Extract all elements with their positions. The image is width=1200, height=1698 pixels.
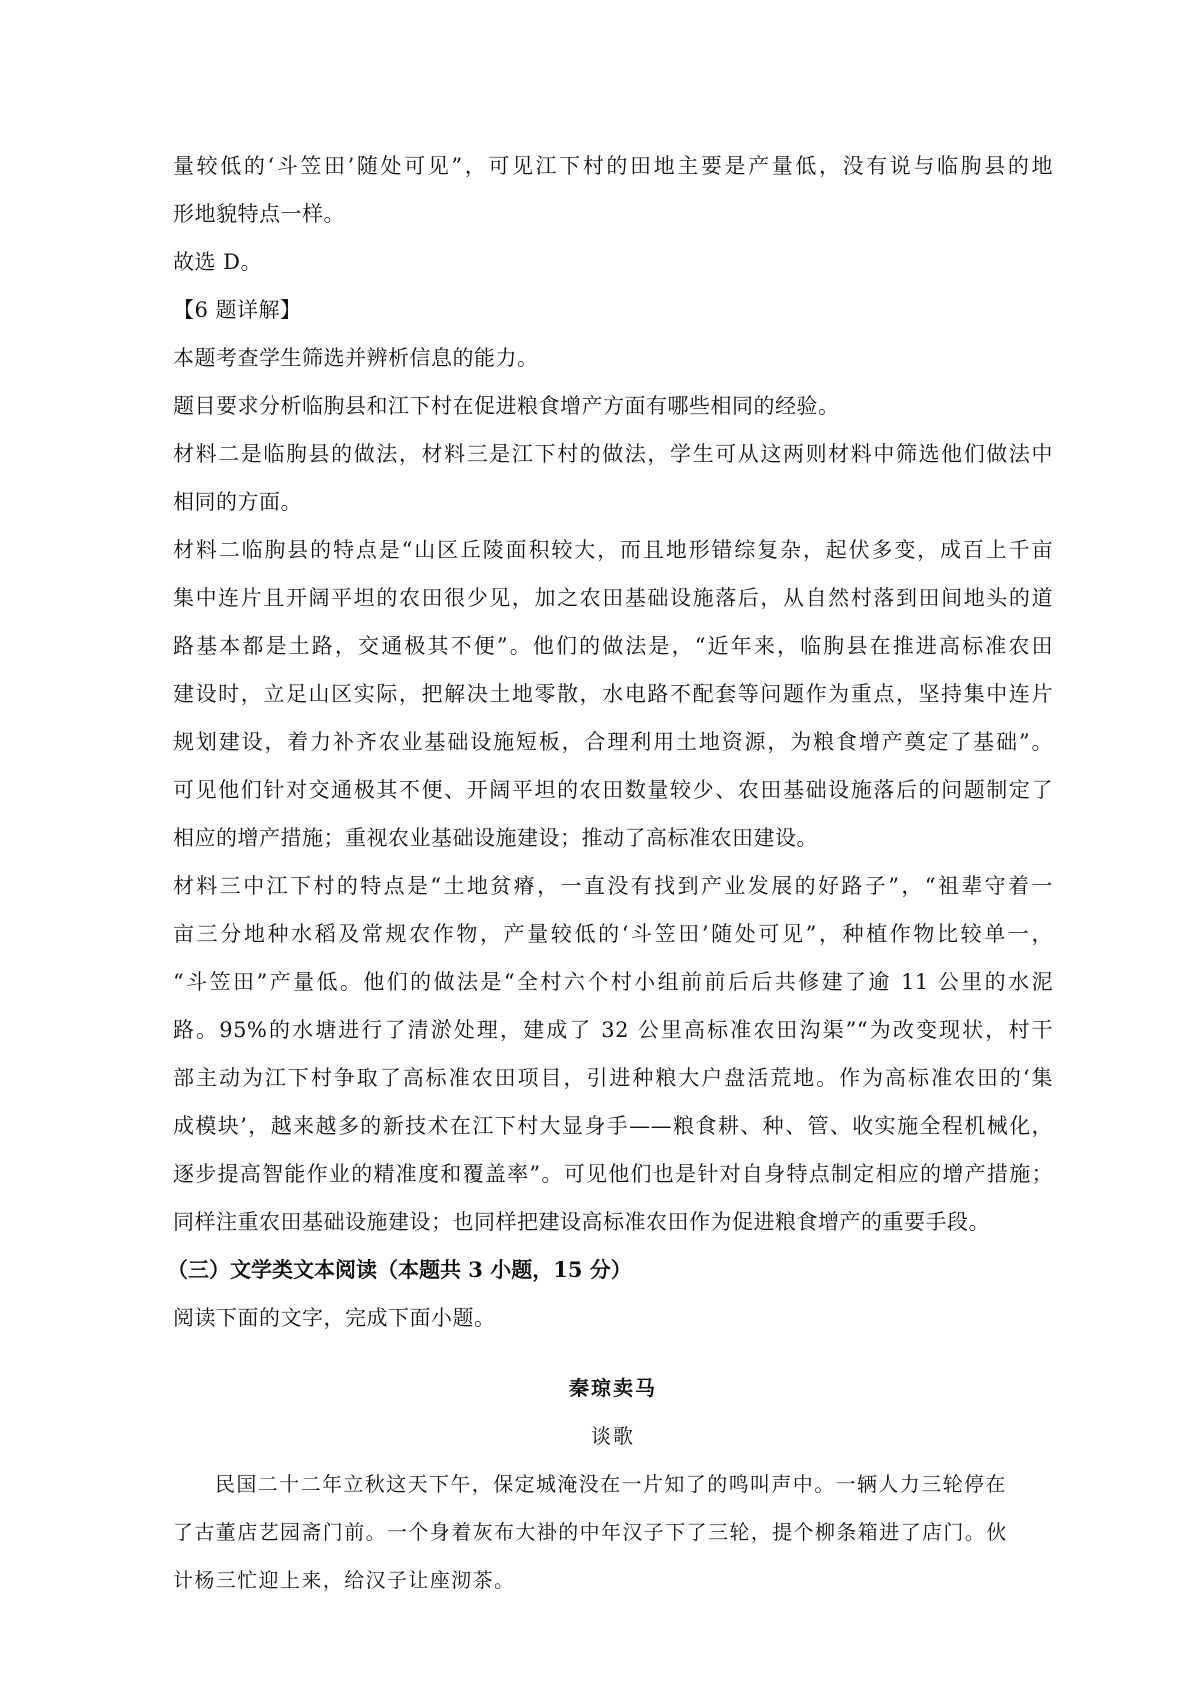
story-line: 计杨三忙迎上来，给汉子让座沏茶。 [173,1568,516,1592]
answer-line: 故选 D。 [173,250,263,274]
story-title: 秦琼卖马 [569,1376,657,1400]
story-line: 民国二十二年立秋这天下午，保定城淹没在一片知了的鸣叫声中。一辆人力三轮停在 [215,1472,1007,1496]
analysis-line: 材料二是临朐县的做法，材料三是江下村的做法，学生可从这两则材料中筛选他们做法中 [173,442,1053,466]
spacer [173,1342,1053,1364]
analysis-line: “斗笠田”产量低。他们的做法是“全村六个村小组前前后后共修建了逾 11 公里的水泥 [173,970,1053,994]
story-line: 了古董店艺园斋门前。一个身着灰布大褂的中年汉子下了三轮，提个柳条箱进了店门。伙 [173,1520,1008,1544]
analysis-line: 部主动为江下村争取了高标准农田项目，引进种粮大户盘活荒地。作为高标准农田的‘集 [173,1066,1053,1090]
section-instruction: 阅读下面的文字，完成下面小题。 [173,1306,496,1330]
analysis-line: 逐步提高智能作业的精准度和覆盖率”。可见他们也是针对自身特点制定相应的增产措施； [173,1162,1053,1186]
analysis-line: 形地貌特点一样。 [173,202,345,226]
analysis-line: 规划建设，着力补齐农业基础设施短板，合理利用土地资源，为粮食增产奠定了基础”。 [173,730,1053,754]
question-6-task: 题目要求分析临朐县和江下村在促进粮食增产方面有哪些相同的经验。 [173,394,840,418]
analysis-line: 建设时，立足山区实际，把解决土地零散，水电路不配套等问题作为重点，坚持集中连片 [173,682,1053,706]
analysis-line: 路基本都是土路，交通极其不便”。他们的做法是，“近年来，临朐县在推进高标准农田 [173,634,1053,658]
analysis-line: 材料三中江下村的特点是“土地贫瘠，一直没有找到产业发展的好路子”，“祖辈守着一 [173,874,1053,898]
analysis-line: 材料二临朐县的特点是“山区丘陵面积较大，而且地形错综复杂，起伏多变，成百上千亩 [173,538,1053,562]
analysis-line: 路。95%的水塘进行了清淤处理，建成了 32 公里高标准农田沟渠”“为改变现状，村干 [173,1018,1053,1042]
story-author: 谈歌 [591,1424,635,1448]
analysis-line: 量较低的‘斗笠田’随处可见”，可见江下村的田地主要是产量低，没有说与临朐县的地 [173,154,1053,178]
analysis-line: 相应的增产措施；重视农业基础设施建设；推动了高标准农田建设。 [173,826,818,850]
question-6-heading: 【6 题详解】 [173,298,302,322]
analysis-line: 成模块’，越来越多的新技术在江下村大显身手——粮食耕、种、管、收实施全程机械化， [173,1114,1054,1138]
analysis-line: 同样注重农田基础设施建设；也同样把建设高标准农田作为促进粮食增产的重要手段。 [173,1210,990,1234]
analysis-line: 可见他们针对交通极其不便、开阔平坦的农田数量较少、农田基础设施落后的问题制定了 [173,778,1053,802]
analysis-line: 集中连片且开阔平坦的农田很少见，加之农田基础设施落后，从自然村落到田间地头的道 [173,586,1053,610]
question-6-intro: 本题考查学生筛选并辨析信息的能力。 [173,346,539,370]
analysis-line: 亩三分地种水稻及常规农作物，产量较低的‘斗笠田’随处可见”，种植作物比较单一， [173,922,1053,946]
document-page [167,142,1054,1604]
section-heading: （三）文学类文本阅读（本题共 3 小题，15 分） [167,1257,632,1282]
analysis-line: 相同的方面。 [173,490,302,514]
